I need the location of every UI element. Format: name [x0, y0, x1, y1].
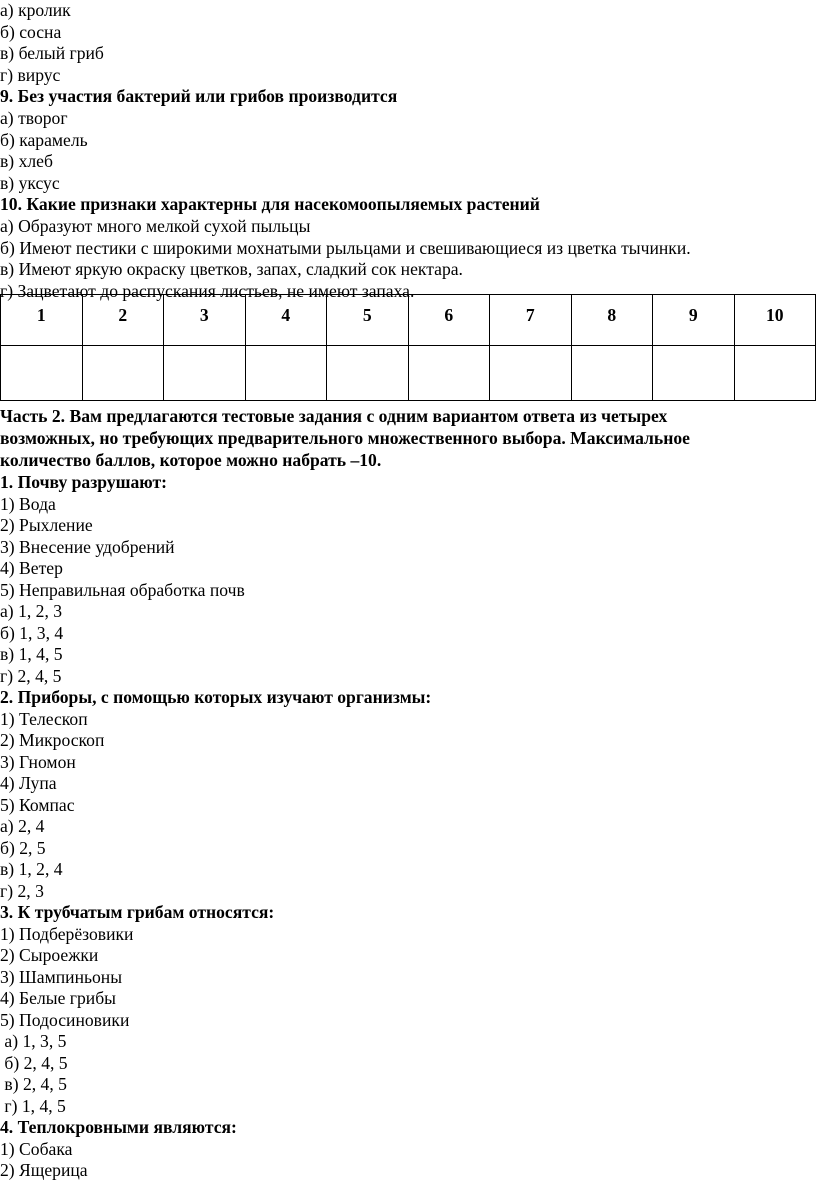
answer-cell[interactable] [734, 346, 816, 401]
option-text: г) 2, 3 [0, 880, 44, 901]
option-text: г) 2, 4, 5 [0, 665, 62, 686]
answer-table-header-cell: 1 [1, 295, 83, 346]
answer-table-header-cell: 5 [327, 295, 409, 346]
answer-cell[interactable] [82, 346, 164, 401]
option-text: б) карамель [0, 129, 88, 150]
question-1-title: 1. Почву разрушают: [0, 472, 168, 492]
option-text: в) 2, 4, 5 [0, 1074, 67, 1094]
answer-table-header-cell: 4 [245, 295, 327, 346]
part2-intro: Часть 2. Вам предлагаются тестовые задания с одним вариантом ответа из четырех [0, 406, 668, 426]
answer-cell[interactable] [408, 346, 490, 401]
answer-table-header-cell: 8 [571, 295, 653, 346]
part2-intro: возможных, но требующих предварительного множественного выбора. Максимальное [0, 428, 690, 448]
option-text: в) уксус [0, 172, 60, 193]
answer-cell[interactable] [490, 346, 572, 401]
option-text: в) 1, 2, 4 [0, 859, 63, 879]
option-text: б) Имеют пестики с широкими мохнатыми рыльцами и свешивающиеся из цветка тычинки. [0, 237, 691, 258]
option-text: г) вирус [0, 64, 61, 85]
answer-table-header-cell: 7 [490, 295, 572, 346]
answer-table-header-row [1, 295, 816, 346]
option-text: г) Зацветают до распускания листьев, не имеют запаха. [0, 280, 415, 301]
question-9-title: 9. Без участия бактерий или грибов производится [0, 86, 398, 107]
item-text: 4) Лупа [0, 773, 57, 793]
question-4-title: 4. Теплокровными являются: [0, 1117, 237, 1137]
option-text: в) хлеб [0, 151, 53, 172]
answer-table-header-cell: 6 [408, 295, 490, 346]
answer-table-header-cell: 9 [653, 295, 735, 346]
item-text: 5) Неправильная обработка почв [0, 579, 245, 600]
item-text: 4) Белые грибы [0, 988, 116, 1008]
option-text: г) 1, 4, 5 [0, 1095, 66, 1116]
question-10-title: 10. Какие признаки характерны для насекомоопыляемых растений [0, 194, 540, 215]
option-text: а) 1, 3, 5 [0, 1031, 67, 1051]
answer-table [0, 294, 816, 401]
item-text: 2) Микроскоп [0, 730, 105, 750]
option-text: в) белый гриб [0, 43, 104, 64]
answer-cell[interactable] [245, 346, 327, 401]
answer-cell[interactable] [571, 346, 653, 401]
question-2-title: 2. Приборы, с помощью которых изучают организмы: [0, 687, 432, 707]
answer-table-header-cell: 2 [82, 295, 164, 346]
question-3-title: 3. К трубчатым грибам относятся: [0, 902, 275, 922]
answer-cell[interactable] [1, 346, 83, 401]
item-text: 3) Внесение удобрений [0, 536, 175, 557]
option-text: б) 2, 4, 5 [0, 1052, 68, 1073]
item-text: 5) Подосиновики [0, 1009, 130, 1030]
option-text: б) 2, 5 [0, 837, 46, 858]
option-text: а) Образуют много мелкой сухой пыльцы [0, 216, 311, 236]
answer-cell[interactable] [164, 346, 246, 401]
item-text: 1) Собака [0, 1138, 73, 1159]
option-text: а) 1, 2, 3 [0, 601, 63, 621]
item-text: 5) Компас [0, 794, 75, 815]
answer-table-header-cell: 10 [734, 295, 816, 346]
item-text: 1) Подберёзовики [0, 923, 134, 944]
option-text: б) 1, 3, 4 [0, 622, 64, 643]
item-text: 2) Сыроежки [0, 945, 99, 965]
item-text: 2) Ящерица [0, 1160, 88, 1180]
item-text: 1) Телескоп [0, 708, 88, 729]
part2-intro: количество баллов, которое можно набрать –10. [0, 450, 382, 470]
item-text: 3) Шампиньоны [0, 966, 123, 987]
answer-table-header-cell: 3 [164, 295, 246, 346]
answer-cell[interactable] [327, 346, 409, 401]
item-text: 3) Гномон [0, 751, 76, 772]
item-text: 1) Вода [0, 493, 56, 514]
answer-table-blank-row [1, 346, 816, 401]
item-text: 4) Ветер [0, 558, 63, 578]
option-text: а) творог [0, 108, 68, 128]
option-text: в) Имеют яркую окраску цветков, запах, сладкий сок нектара. [0, 259, 463, 280]
item-text: 2) Рыхление [0, 515, 93, 535]
option-text: б) сосна [0, 21, 62, 42]
answer-cell[interactable] [653, 346, 735, 401]
option-text: а) 2, 4 [0, 816, 45, 836]
option-text: в) 1, 4, 5 [0, 644, 63, 664]
option-text: а) кролик [0, 0, 71, 20]
